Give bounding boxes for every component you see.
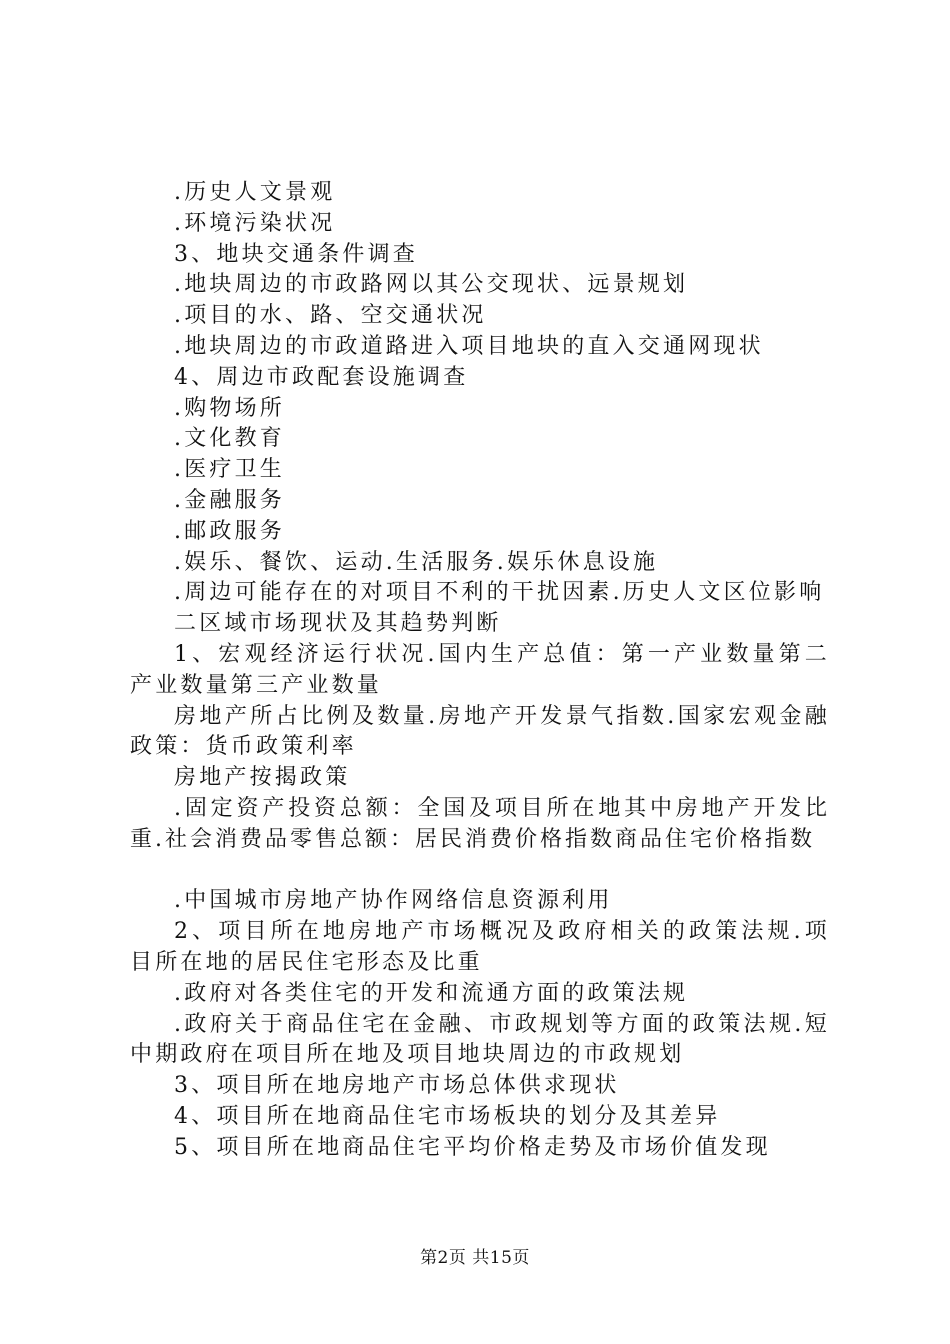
list-item: .购物场所 (174, 395, 285, 421)
list-item: .医疗卫生 (174, 457, 285, 483)
section-heading: 3、地块交通条件调查 (174, 241, 418, 267)
paragraph: 1、宏观经济运行状况.国内生产总值：第一产业数量第二产业数量第三产业数量 (130, 641, 830, 698)
paragraph: .政府对各类住宅的开发和流通方面的政策法规 (174, 980, 689, 1006)
list-item: .娱乐、餐饮、运动.生活服务.娱乐休息设施 (174, 549, 659, 575)
list-item: .邮政服务 (174, 518, 285, 544)
paragraph: 房地产按揭政策 (174, 765, 351, 791)
blank-line (130, 856, 830, 887)
list-item: .文化教育 (174, 426, 285, 452)
paragraph: 2、项目所在地房地产市场概况及政府相关的政策法规.项目所在地的居民住宅形态及比重 (130, 919, 830, 975)
paragraph: 5、项目所在地商品住宅平均价格走势及市场价值发现 (174, 1134, 771, 1160)
list-item: .环境污染状况 (174, 210, 336, 236)
paragraph: 4、项目所在地商品住宅市场板块的划分及其差异 (174, 1103, 721, 1129)
section-heading: 二区域市场现状及其趋势判断 (174, 611, 502, 637)
paragraph: .政府关于商品住宅在金融、市政规划等方面的政策法规.短中期政府在项目所在地及项目地块周边的市政规划 (130, 1011, 830, 1068)
paragraph: 房地产所占比例及数量.房地产开发景气指数.国家宏观金融政策：货币政策利率 (130, 703, 830, 760)
list-item: .金融服务 (174, 487, 285, 513)
section-heading: 4、周边市政配套设施调查 (174, 364, 469, 390)
paragraph: .中国城市房地产协作网络信息资源利用 (174, 888, 613, 914)
list-item: .地块周边的市政路网以其公交现状、远景规划 (174, 272, 689, 298)
paragraph: .固定资产投资总额：全国及项目所在地其中房地产开发比重.社会消费品零售总额：居民消费价格指数商品住宅价格指数 (130, 795, 830, 852)
list-item: .项目的水、路、空交通状况 (174, 303, 487, 329)
document-body (130, 178, 830, 1164)
list-item: .地块周边的市政道路进入项目地块的直入交通网现状 (174, 333, 764, 359)
paragraph: 3、项目所在地房地产市场总体供求现状 (174, 1073, 620, 1099)
page-number: 第2页 共15页 (420, 1248, 530, 1268)
list-item: .历史人文景观 (174, 180, 336, 205)
paragraph: .周边可能存在的对项目不利的干扰因素.历史人文区位影响 (174, 580, 825, 606)
